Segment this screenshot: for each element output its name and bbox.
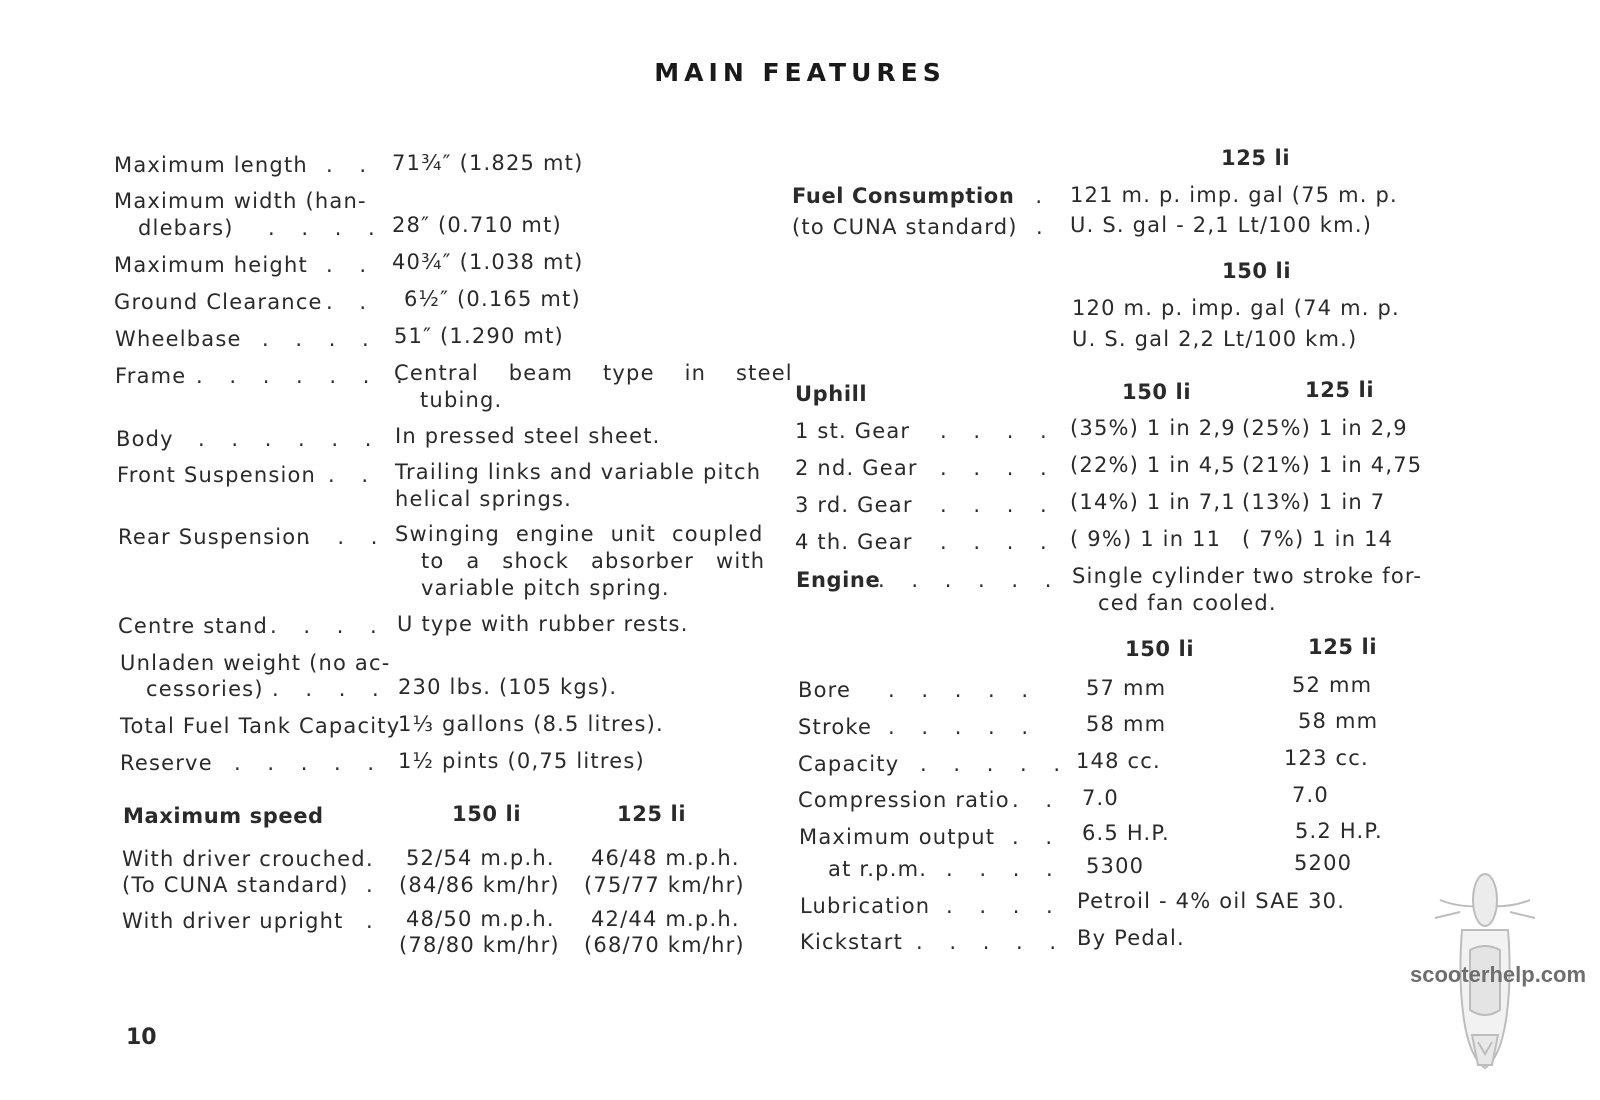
spec-label-wheelbase: Wheelbase — [115, 327, 242, 351]
engine-spec-125: 5200 — [1294, 851, 1353, 875]
section-header-uphill: Uphill — [795, 382, 868, 406]
speed-label-cuna: (To CUNA standard) — [122, 873, 349, 897]
leader-dots: . . — [1002, 184, 1053, 208]
spec-value-body: In pressed steel sheet. — [395, 424, 661, 448]
spec-value-lubrication: Petroil - 4% oil SAE 30. — [1077, 889, 1346, 913]
spec-label-fuel-consumption: Fuel Consumption — [792, 184, 1015, 208]
column-header-150-fuel: 150 li — [1222, 259, 1292, 283]
speed-125-upright-kmh: (68/70 km/hr) — [584, 933, 745, 957]
spec-value-fuel-tank: 1⅓ gallons (8.5 litres). — [398, 712, 664, 736]
spec-label-rear-suspension: Rear Suspension — [118, 525, 311, 549]
column-header-125: 125 li — [617, 802, 687, 826]
column-header-125-fuel: 125 li — [1221, 146, 1291, 170]
leader-dots: . . — [328, 463, 379, 487]
leader-dots: . . . . . — [916, 930, 1067, 954]
speed-label-upright: With driver upright — [122, 909, 344, 933]
engine-spec-125: 123 cc. — [1284, 746, 1369, 770]
uphill-gear-125: (25%) 1 in 2,9 — [1242, 416, 1408, 440]
leader-dots: . . . . . — [234, 751, 385, 775]
engine-spec-label: Bore — [798, 678, 852, 702]
engine-spec-150: 6.5 H.P. — [1082, 821, 1170, 845]
engine-spec-125: 52 mm — [1292, 673, 1373, 697]
leader-dots: . . — [326, 153, 377, 177]
engine-spec-150: 58 mm — [1086, 712, 1167, 736]
spec-label-reserve: Reserve — [120, 751, 213, 775]
engine-spec-label: at r.p.m. — [828, 857, 928, 881]
spec-value-kickstart: By Pedal. — [1077, 926, 1185, 950]
spec-label-frame: Frame — [115, 364, 187, 388]
spec-value-front-suspension: Trailing links and variable pitch — [395, 460, 762, 484]
uphill-gear-150: (14%) 1 in 7,1 — [1070, 490, 1236, 514]
spec-value-centre-stand: U type with rubber rests. — [397, 612, 689, 636]
spec-label-front-suspension: Front Suspension — [117, 463, 317, 487]
uphill-gear-150: ( 9%) 1 in 11 — [1070, 527, 1222, 551]
spec-label-unladen-weight-cont: cessories) — [146, 677, 264, 701]
spec-label-fuel-tank: Total Fuel Tank Capacity — [120, 714, 401, 738]
engine-spec-150: 7.0 — [1082, 786, 1119, 810]
spec-value-unladen-weight: 230 lbs. (105 kgs). — [398, 675, 618, 699]
speed-125-crouched-kmh: (75/77 km/hr) — [584, 873, 745, 897]
spec-value-rear-suspension: Swinging engine unit coupled — [395, 522, 764, 546]
spec-value-max-length: 71¾″ (1.825 mt) — [392, 151, 584, 175]
leader-dots: . . — [326, 290, 377, 314]
engine-description-cont: ced fan cooled. — [1098, 591, 1277, 615]
leader-dots: . . . . — [268, 216, 385, 240]
leader-dots: . . . . . — [920, 752, 1071, 776]
leader-dots: . . . . — [940, 493, 1057, 517]
engine-spec-label: Maximum output — [799, 825, 996, 849]
leader-dots: . . . . — [946, 894, 1063, 918]
spec-label-body: Body — [116, 427, 174, 451]
spec-label-max-width-cont: dlebars) — [138, 216, 234, 240]
leader-dots: . . . . — [946, 857, 1063, 881]
fuel-value-150: 120 m. p. imp. gal (74 m. p. — [1072, 296, 1400, 320]
spec-label-centre-stand: Centre stand — [118, 614, 268, 638]
engine-spec-label: Compression ratio — [798, 788, 1010, 812]
engine-spec-150: 57 mm — [1086, 676, 1167, 700]
spec-value-frame: Central beam type in steel — [394, 361, 793, 385]
fuel-value-125-cont: U. S. gal - 2,1 Lt/100 km.) — [1070, 213, 1373, 237]
spec-label-lubrication: Lubrication — [800, 894, 931, 918]
engine-spec-125: 58 mm — [1298, 709, 1379, 733]
speed-150-crouched-kmh: (84/86 km/hr) — [399, 873, 560, 897]
leader-dots: . — [366, 873, 374, 897]
spec-label-max-width: Maximum width (han- — [114, 189, 367, 213]
spec-value-rear-suspension-cont: to a shock absorber with — [421, 549, 766, 573]
engine-spec-150: 5300 — [1086, 854, 1145, 878]
speed-125-crouched-mph: 46/48 m.p.h. — [591, 846, 740, 870]
spec-label-ground-clearance: Ground Clearance — [114, 290, 323, 314]
spec-value-ground-clearance: 6½″ (0.165 mt) — [404, 287, 581, 311]
uphill-gear-150: (35%) 1 in 2,9 — [1070, 416, 1236, 440]
engine-description: Single cylinder two stroke for- — [1072, 564, 1423, 588]
column-header-150-uphill: 150 li — [1122, 380, 1192, 404]
spec-value-reserve: 1½ pints (0,75 litres) — [398, 749, 645, 773]
leader-dots: . . — [1012, 825, 1063, 849]
uphill-gear-label: 1 st. Gear — [795, 419, 911, 443]
section-header-max-speed: Maximum speed — [123, 804, 324, 828]
spec-label-cuna-standard: (to CUNA standard) — [792, 215, 1018, 239]
engine-spec-125: 5.2 H.P. — [1295, 819, 1383, 843]
leader-dots: . . . . — [262, 327, 379, 351]
leader-dots: . . . . — [940, 530, 1057, 554]
spec-value-max-height: 40¾″ (1.038 mt) — [392, 250, 584, 274]
uphill-gear-label: 3 rd. Gear — [795, 493, 913, 517]
speed-label-crouched: With driver crouched — [122, 847, 366, 871]
uphill-gear-label: 2 nd. Gear — [795, 456, 918, 480]
leader-dots: . . . — [304, 525, 388, 549]
speed-150-upright-kmh: (78/80 km/hr) — [399, 933, 560, 957]
engine-spec-label: Capacity — [798, 752, 900, 776]
page-title: MAIN FEATURES — [654, 58, 946, 87]
leader-dots: . . . . . . . — [196, 364, 413, 388]
leader-dots: . — [1036, 215, 1044, 239]
watermark-text: scooterhelp.com — [1410, 962, 1587, 987]
fuel-value-125: 121 m. p. imp. gal (75 m. p. — [1070, 183, 1398, 207]
column-header-150-engine: 150 li — [1125, 637, 1195, 661]
leader-dots: . . . . . . — [198, 427, 382, 451]
leader-dots: . . . . . — [888, 715, 1039, 739]
speed-150-crouched-mph: 52/54 m.p.h. — [406, 846, 555, 870]
page-number: 10 — [126, 1025, 157, 1050]
engine-spec-125: 7.0 — [1292, 783, 1329, 807]
leader-dots: . — [366, 909, 374, 933]
column-header-125-uphill: 125 li — [1305, 378, 1375, 402]
leader-dots: . . . . — [272, 677, 389, 701]
spec-value-front-suspension-cont: helical springs. — [395, 487, 573, 511]
uphill-gear-125: (21%) 1 in 4,75 — [1242, 453, 1423, 477]
spec-value-frame-cont: tubing. — [420, 388, 503, 412]
leader-dots: . . . . . . — [878, 568, 1062, 592]
section-header-engine: Engine — [796, 568, 881, 592]
column-header-125-engine: 125 li — [1308, 635, 1378, 659]
engine-spec-label: Stroke — [798, 715, 873, 739]
engine-spec-150: 148 cc. — [1076, 749, 1161, 773]
leader-dots: . . — [326, 253, 377, 277]
uphill-gear-125: ( 7%) 1 in 14 — [1242, 527, 1394, 551]
column-header-150: 150 li — [452, 802, 522, 826]
leader-dots: . . — [1012, 788, 1063, 812]
fuel-value-150-cont: U. S. gal 2,2 Lt/100 km.) — [1072, 327, 1358, 351]
spec-value-max-width: 28″ (0.710 mt) — [392, 213, 562, 237]
spec-label-max-length: Maximum length — [114, 153, 308, 177]
speed-150-upright-mph: 48/50 m.p.h. — [406, 907, 555, 931]
spec-value-wheelbase: 51″ (1.290 mt) — [394, 324, 564, 348]
speed-125-upright-mph: 42/44 m.p.h. — [591, 907, 740, 931]
leader-dots: . . . . — [940, 456, 1057, 480]
spec-label-max-height: Maximum height — [114, 253, 308, 277]
uphill-gear-label: 4 th. Gear — [795, 530, 913, 554]
spec-label-unladen-weight: Unladen weight (no ac- — [120, 651, 391, 675]
leader-dots: . — [366, 847, 374, 871]
spec-value-rear-suspension-cont2: variable pitch spring. — [421, 576, 670, 600]
leader-dots: . . . . . — [888, 678, 1039, 702]
leader-dots: . . . . — [270, 614, 387, 638]
uphill-gear-125: (13%) 1 in 7 — [1242, 490, 1386, 514]
spec-label-kickstart: Kickstart — [800, 930, 904, 954]
leader-dots: . . . . — [940, 419, 1057, 443]
uphill-gear-150: (22%) 1 in 4,5 — [1070, 453, 1236, 477]
